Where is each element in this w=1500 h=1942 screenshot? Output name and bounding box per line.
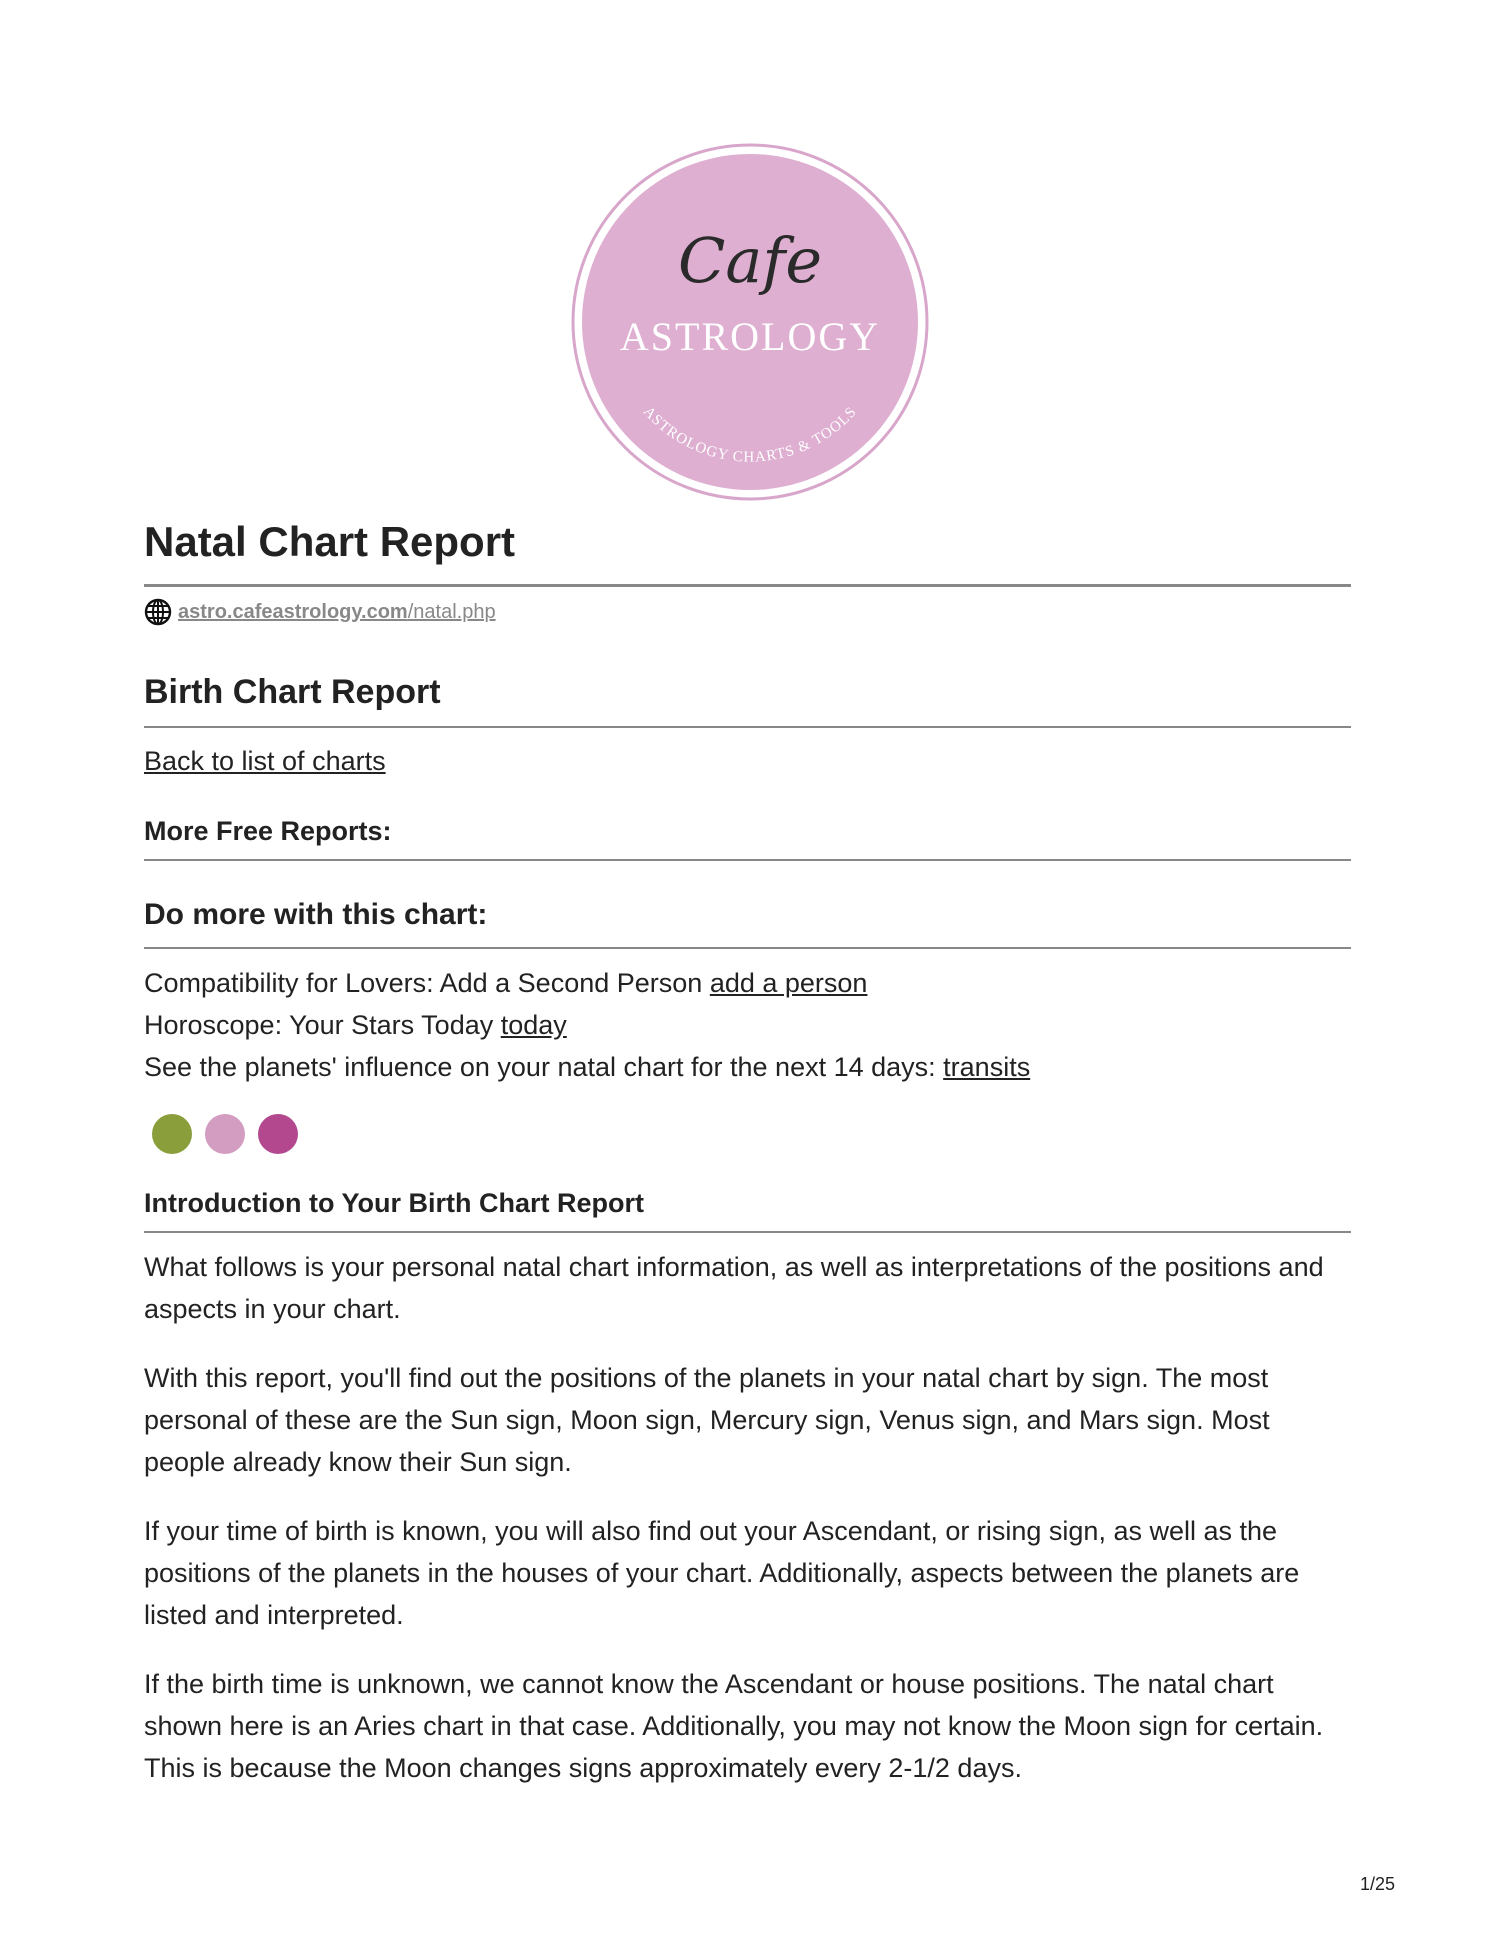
decorative-dots [152, 1114, 311, 1159]
pink-dot [205, 1114, 245, 1154]
astrology-cafe-logo [570, 142, 930, 502]
transits-link[interactable]: transits [943, 1052, 1031, 1082]
today-link[interactable]: today [500, 1010, 567, 1040]
logo-script-text: Cafe [677, 224, 823, 297]
intro-body [144, 1246, 1351, 1789]
logo-top-text: ASTROLOGY [619, 314, 881, 359]
page-title: Natal Chart Report [144, 518, 516, 565]
back-to-charts-link[interactable]: Back to list of charts [144, 746, 386, 776]
divider [144, 947, 1351, 949]
source-url [144, 598, 1351, 626]
more-reports-heading: More Free Reports: [144, 816, 392, 846]
page-number: 1/25 [1360, 1874, 1396, 1894]
source-url-link[interactable]: astro.cafeastrology.com/natal.php [178, 600, 496, 623]
intro-paragraph: With this report, you'll find out the positions of the planets in your natal chart by sign. The most personal of these are the Sun sign, Moon sign, Mercury sign, Venus sign, and Mars sign. Most people already know their Sun sign. [144, 1363, 1270, 1477]
do-more-item: Compatibility for Lovers: Add a Second Person add a person [144, 968, 868, 998]
logo-ring-text: ASTROLOGY CHARTS & TOOLS [639, 403, 861, 466]
magenta-dot [258, 1114, 298, 1154]
divider [144, 1231, 1351, 1233]
do-more-item: See the planets' influence on your natal chart for the next 14 days: transits [144, 1052, 1031, 1082]
intro-paragraph: If the birth time is unknown, we cannot know the Ascendant or house positions. The natal chart shown here is an Aries chart in that case. Additionally, you may not know the Moon sign for certain. This is because the Moon changes signs approximately every 2-1/2 days. [144, 1669, 1324, 1783]
globe-icon [144, 598, 172, 626]
divider [144, 859, 1351, 861]
section-title: Birth Chart Report [144, 673, 441, 711]
do-more-list [144, 962, 1351, 1088]
divider [144, 584, 1351, 587]
intro-heading: Introduction to Your Birth Chart Report [144, 1188, 644, 1218]
intro-paragraph: If your time of birth is known, you will also find out your Ascendant, or rising sign, as well as the positions of the planets in the houses of your chart. Additionally, aspects between the planets are listed and interpreted. [144, 1516, 1300, 1630]
green-dot [152, 1114, 192, 1154]
divider [144, 726, 1351, 728]
add-person-link[interactable]: add a person [709, 968, 868, 998]
do-more-item: Horoscope: Your Stars Today today [144, 1010, 567, 1040]
do-more-heading: Do more with this chart: [144, 898, 488, 931]
intro-paragraph: What follows is your personal natal chart information, as well as interpretations of the positions and aspects in your chart. [144, 1252, 1324, 1324]
